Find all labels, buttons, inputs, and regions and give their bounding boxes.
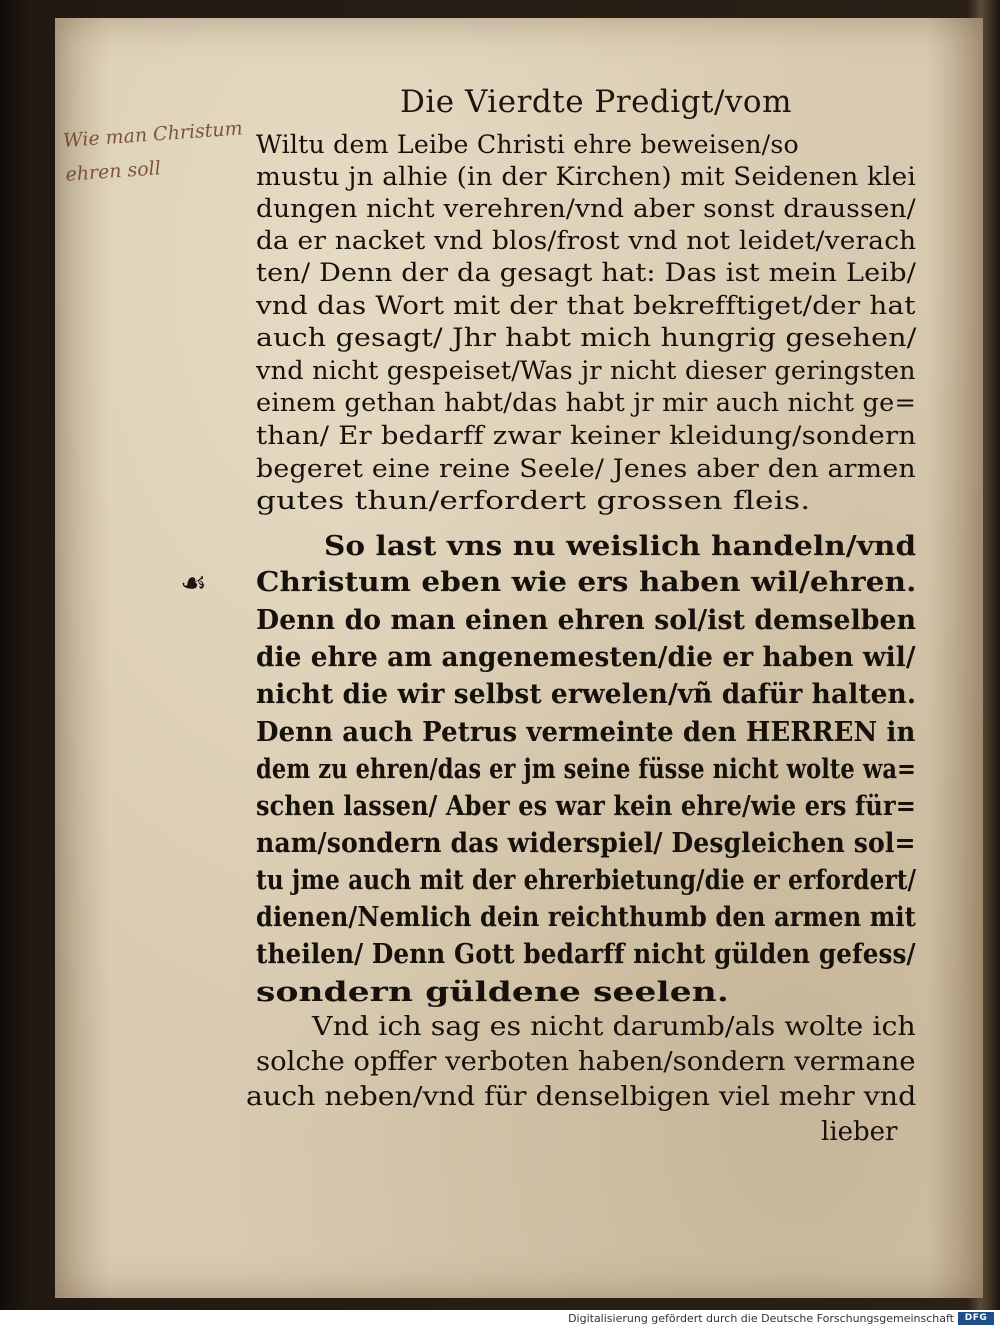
text-line: dienen/Nemlich dein reichthumb den armen mit	[256, 901, 916, 933]
text-line: einem gethan habt/das habt jr mir auch nicht ge=	[256, 388, 917, 417]
dfg-logo: DFG	[958, 1312, 994, 1325]
text-line: Wiltu dem Leibe Christi ehre beweisen/so	[256, 130, 799, 159]
marginal-line: Wie man Christum	[62, 117, 244, 152]
text-line: gutes thun/erfordert grossen fleis.	[256, 486, 811, 515]
text-line: sondern güldene seelen.	[256, 976, 729, 1008]
text-line: mustu jn alhie (in der Kirchen) mit Seidenen klei	[256, 162, 917, 191]
text-line: ten/ Denn der da gesagt hat: Das ist mein Leib/	[256, 258, 917, 287]
text-line: schen lassen/ Aber es war kein ehre/wie ers für=	[256, 790, 917, 822]
text-line: theilen/ Denn Gott bedarff nicht gülden gefess/	[256, 938, 916, 970]
text-line: Christum eben wie ers haben wil/ehren.	[256, 566, 917, 598]
text-line: So last vns nu weislich handeln/vnd	[324, 530, 917, 562]
text-line: dungen nicht verehren/vnd aber sonst draussen/	[256, 194, 916, 223]
digitization-footer	[0, 1310, 1000, 1328]
paragraph-mark-icon: ☙	[180, 566, 207, 601]
text-line: nam/sondern das widerspiel/ Desgleichen sol=	[256, 827, 916, 859]
text-line: da er nacket vnd blos/frost vnd not leidet/verach	[256, 226, 917, 255]
handwritten-marginal-note	[62, 111, 256, 192]
text-line: begeret eine reine Seele/ Jenes aber den armen	[256, 454, 916, 483]
text-line: auch gesagt/ Jhr habt mich hungrig gesehen/	[256, 323, 917, 352]
text-line: vnd das Wort mit der that bekrefftiget/der hat	[256, 291, 916, 320]
text-line: Vnd ich sag es nicht darumb/als wolte ich	[312, 1012, 916, 1042]
text-line: die ehre am angenemesten/die er haben wil/	[256, 641, 916, 673]
running-head: Die Vierdte Predigt/vom	[400, 84, 792, 120]
text-line: vnd nicht gespeiset/Was jr nicht dieser geringsten	[256, 356, 916, 385]
text-line: dem zu ehren/das er jm seine füsse nicht wolte wa=	[256, 753, 917, 785]
funding-credit: Digitalisierung gefördert durch die Deutsche Forschungsgemeinschaft	[568, 1312, 954, 1325]
text-line: auch neben/vnd für denselbigen viel mehr vnd	[246, 1082, 917, 1112]
text-line: solche opffer verboten haben/sondern vermane	[256, 1047, 916, 1077]
text-line: tu jme auch mit der ehrerbietung/die er erfordert/	[256, 864, 917, 896]
text-line: than/ Er bedarff zwar keiner kleidung/sondern	[256, 421, 917, 450]
text-line: Denn do man einen ehren sol/ist demselben	[256, 604, 917, 636]
marginal-line: ehren soll	[64, 157, 162, 186]
text-line: Denn auch Petrus vermeinte den HERREN in	[256, 716, 916, 748]
text-line: nicht die wir selbst erwelen/vñ dafür halten.	[256, 678, 917, 710]
catchword: lieber	[821, 1117, 898, 1147]
